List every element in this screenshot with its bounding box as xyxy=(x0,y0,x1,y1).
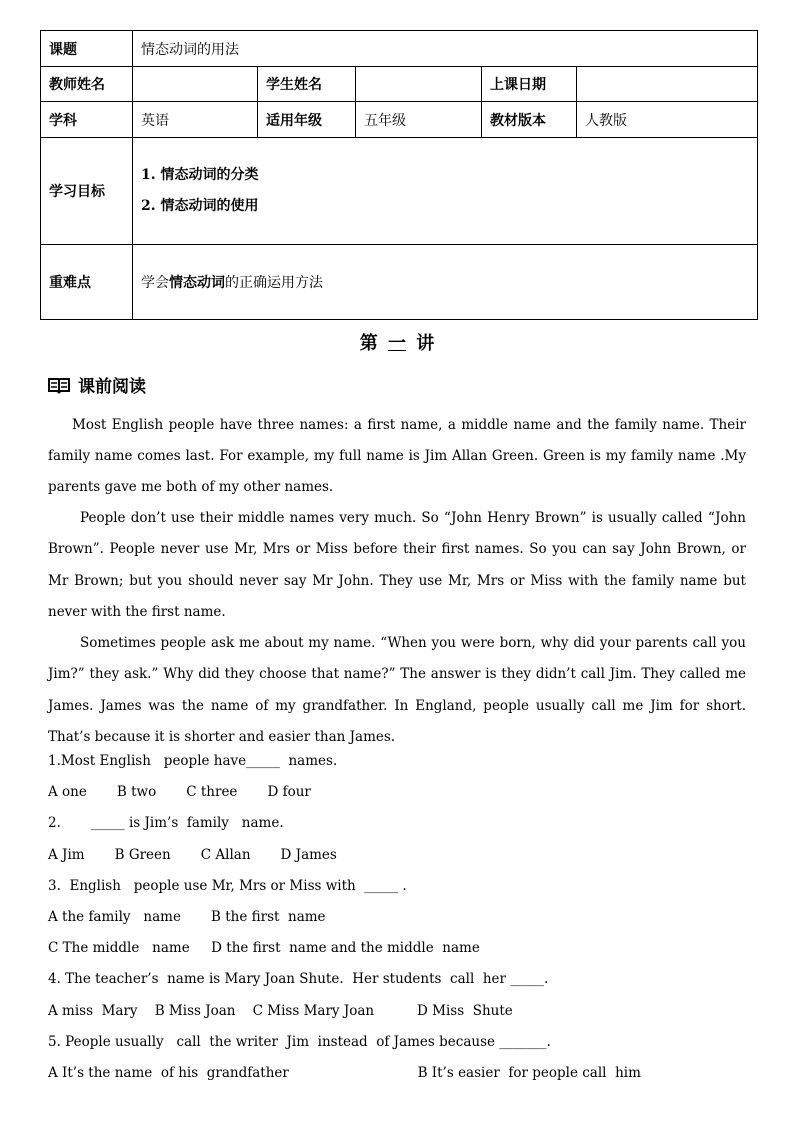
subject-label: 学科 xyxy=(41,102,133,138)
key-points-value xyxy=(133,245,758,320)
section-heading xyxy=(48,372,146,397)
goal-item-1: 1. 情态动词的分类 xyxy=(141,167,259,183)
section-title: 课前阅读 xyxy=(78,377,146,397)
passage-paragraph-2: People don’t use their middle names very much. So “John Henry Brown” is usually called “John Brown”. People never use Mr, Mrs or Miss before their first names. So you can say John Brown, or Mr Brown; but you should never say Mr John. They use Mr, Mrs or Miss with the family name but never with the first name. xyxy=(48,510,746,620)
date-value xyxy=(577,67,758,102)
row-topic xyxy=(41,31,758,67)
goals-label: 学习目标 xyxy=(41,138,133,245)
key-points-bold: 情态动词 xyxy=(169,275,225,291)
question-2-options: A Jim B Green C Allan D James xyxy=(48,847,337,863)
grade-value: 五年级 xyxy=(356,102,482,138)
lecture-pre: 第 xyxy=(359,333,378,354)
passage-paragraph-1: Most English people have three names: a first name, a middle name and the family name. Their family name comes last. For example, my full name is Jim Allan Green. Green is my family name .My parents gave me both of my other names. xyxy=(48,417,746,495)
question-1: 1.Most English people have_____ names. xyxy=(48,753,338,769)
grade-label: 适用年级 xyxy=(258,102,356,138)
book-icon xyxy=(48,376,70,394)
passage-paragraph-3: Sometimes people ask me about my name. “When you were born, why did your parents call you Jim?” they ask.” Why did they choose that name?” The answer is they didn’t call Jim. They called me James. James was the name of my grandfather. In England, people usually call me Jim for short. That’s because it is shorter and easier than James. xyxy=(48,635,746,745)
edition-label: 教材版本 xyxy=(482,102,577,138)
row-goals xyxy=(41,138,758,245)
lesson-info-table xyxy=(40,30,758,320)
edition-value: 人教版 xyxy=(577,102,758,138)
question-2: 2. _____ is Jim’s family name. xyxy=(48,815,284,831)
topic-label: 课题 xyxy=(41,31,133,67)
goal-item-2: 2. 情态动词的使用 xyxy=(141,198,259,214)
row-key-points xyxy=(41,245,758,320)
date-label: 上课日期 xyxy=(482,67,577,102)
question-4-options: A miss Mary B Miss Joan C Miss Mary Joan D Miss Shute xyxy=(48,1003,513,1019)
lecture-title xyxy=(0,329,794,355)
question-1-options: A one B two C three D four xyxy=(48,784,311,800)
lecture-number: 一 xyxy=(388,333,406,354)
key-points-pre: 学会 xyxy=(141,275,169,291)
teacher-value xyxy=(133,67,258,102)
key-points-post: 的正确运用方法 xyxy=(225,275,323,291)
row-names xyxy=(41,67,758,102)
question-4: 4. The teacher’s name is Mary Joan Shute. Her students call her _____. xyxy=(48,971,549,987)
topic-value: 情态动词的用法 xyxy=(133,31,758,67)
teacher-label: 教师姓名 xyxy=(41,67,133,102)
student-label: 学生姓名 xyxy=(258,67,356,102)
question-3-options-b: C The middle name D the first name and the middle name xyxy=(48,940,480,956)
key-points-label: 重难点 xyxy=(41,245,133,320)
question-3: 3. English people use Mr, Mrs or Miss with _____ . xyxy=(48,878,407,894)
subject-value: 英语 xyxy=(133,102,258,138)
question-5-options: A It’s the name of his grandfather B It’s easier for people call him xyxy=(48,1065,641,1081)
lecture-post: 讲 xyxy=(416,333,435,354)
row-subject xyxy=(41,102,758,138)
question-5: 5. People usually call the writer Jim instead of James because _______. xyxy=(48,1034,551,1050)
goals-value xyxy=(133,138,758,245)
question-3-options-a: A the family name B the first name xyxy=(48,909,326,925)
student-value xyxy=(356,67,482,102)
